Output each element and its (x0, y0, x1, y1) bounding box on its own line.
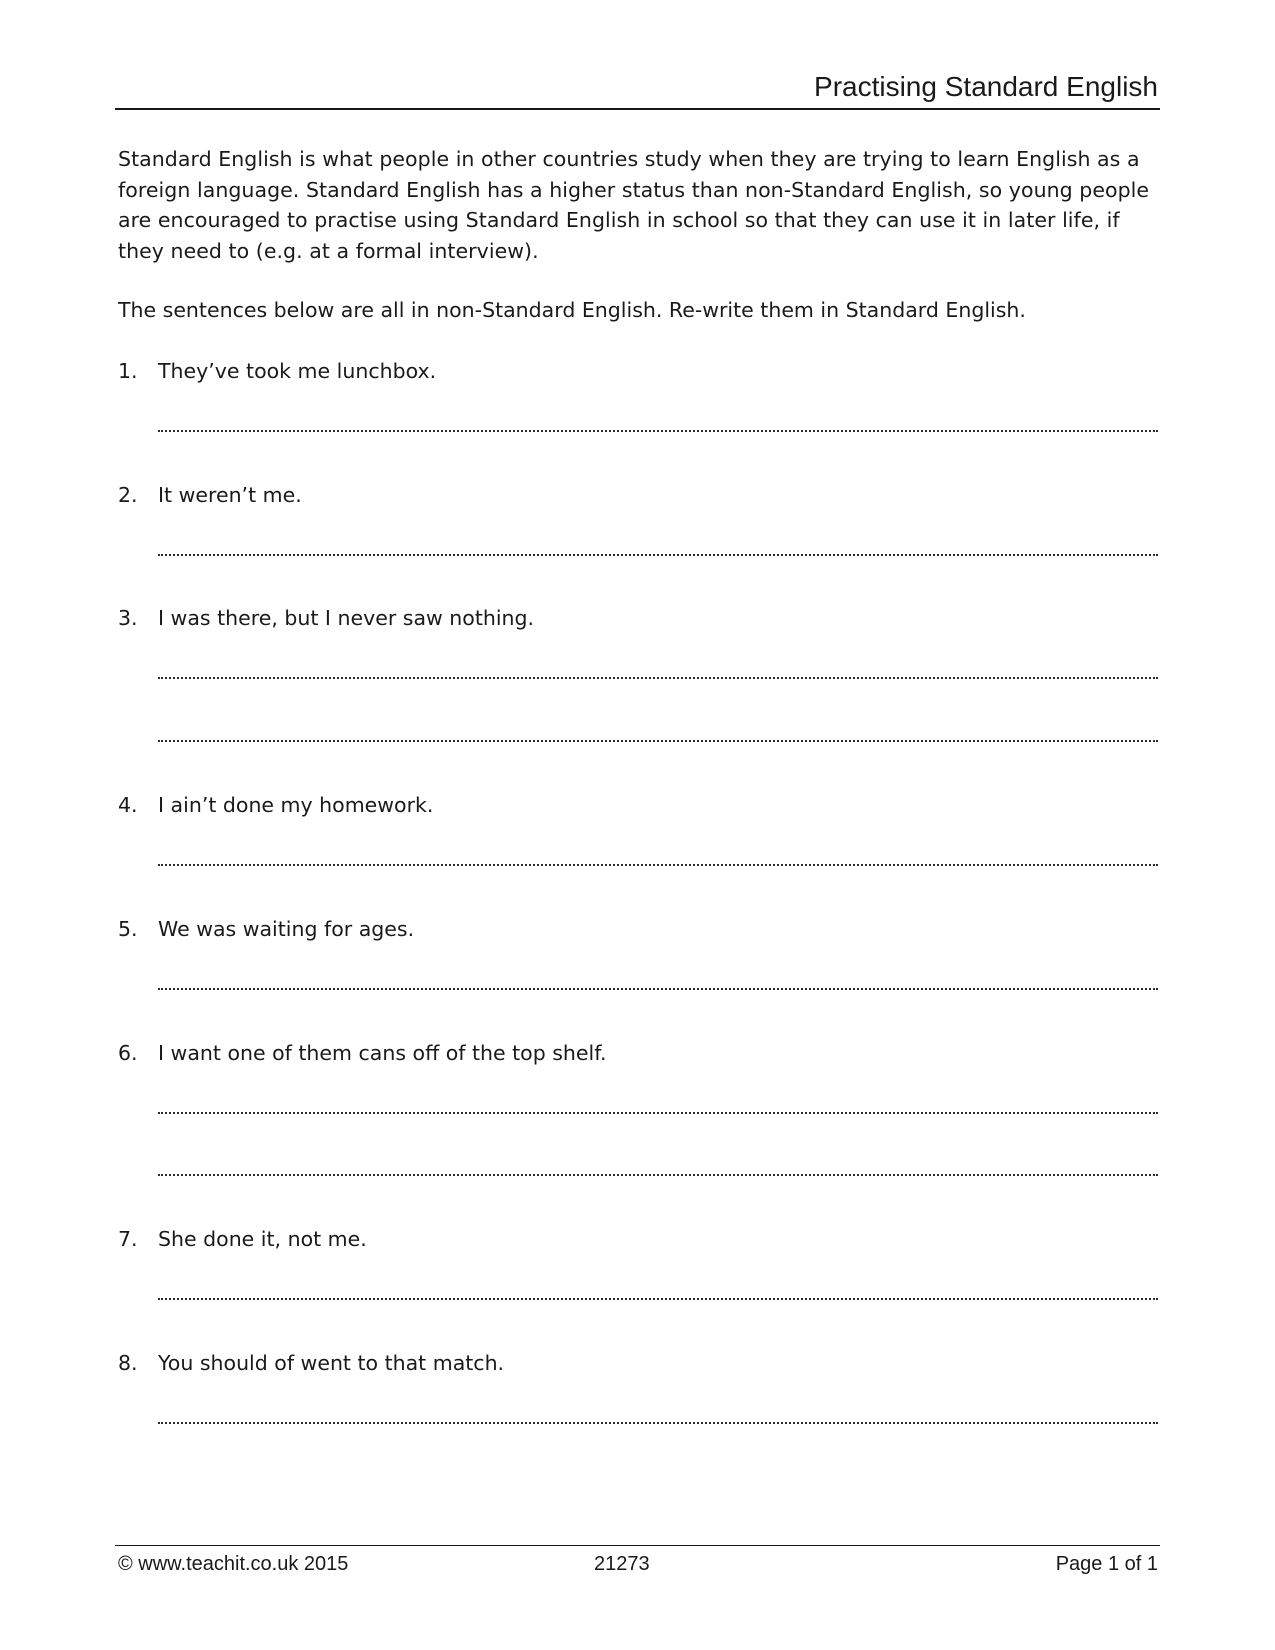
header-divider (115, 108, 1160, 110)
question-text: I ain’t done my homework. (158, 793, 434, 817)
instruction-text: The sentences below are all in non-Standard English. Re-write them in Standard English. (118, 298, 1026, 322)
question-text: She done it, not me. (158, 1227, 367, 1251)
footer-resource-code: 21273 (594, 1553, 650, 1575)
question-8 (118, 1350, 504, 1376)
footer-divider (115, 1545, 1160, 1546)
question-7 (118, 1226, 367, 1252)
page-title: Practising Standard English (814, 71, 1158, 102)
question-number: 4. (118, 793, 138, 817)
question-text: I was there, but I never saw nothing. (158, 606, 535, 630)
question-text: I want one of them cans off of the top shelf. (158, 1041, 607, 1065)
answer-line-2[interactable] (158, 554, 1158, 556)
answer-line-5[interactable] (158, 988, 1158, 990)
question-text: You should of went to that match. (158, 1351, 505, 1375)
question-1 (118, 358, 436, 384)
question-4 (118, 792, 433, 818)
question-number: 6. (118, 1041, 138, 1065)
question-3 (118, 605, 534, 631)
footer-page-number: Page 1 of 1 (1055, 1553, 1158, 1575)
answer-line-1[interactable] (158, 430, 1158, 432)
answer-line-4[interactable] (158, 864, 1158, 866)
footer-copyright: © www.teachit.co.uk 2015 (118, 1553, 349, 1575)
answer-line-3b[interactable] (158, 740, 1158, 742)
question-number: 8. (118, 1351, 138, 1375)
question-number: 2. (118, 483, 138, 507)
question-6 (118, 1040, 606, 1066)
answer-line-3a[interactable] (158, 677, 1158, 679)
answer-line-8[interactable] (158, 1422, 1158, 1424)
question-text: They’ve took me lunchbox. (158, 359, 437, 383)
answer-line-7[interactable] (158, 1298, 1158, 1300)
answer-line-6b[interactable] (158, 1174, 1158, 1176)
intro-paragraph: Standard English is what people in other countries study when they are trying to learn English as a foreign language. Standard English has a higher status than non-Standard English, so young people are encouraged to practise using Standard English in school so that they can use it in later life, if they need to (e.g. at a formal interview). (118, 147, 1150, 263)
question-text: It weren’t me. (158, 483, 302, 507)
question-2 (118, 482, 302, 508)
question-text: We was waiting for ages. (158, 917, 415, 941)
question-number: 5. (118, 917, 138, 941)
question-number: 3. (118, 606, 138, 630)
question-number: 7. (118, 1227, 138, 1251)
question-5 (118, 916, 414, 942)
answer-line-6a[interactable] (158, 1112, 1158, 1114)
question-number: 1. (118, 359, 138, 383)
